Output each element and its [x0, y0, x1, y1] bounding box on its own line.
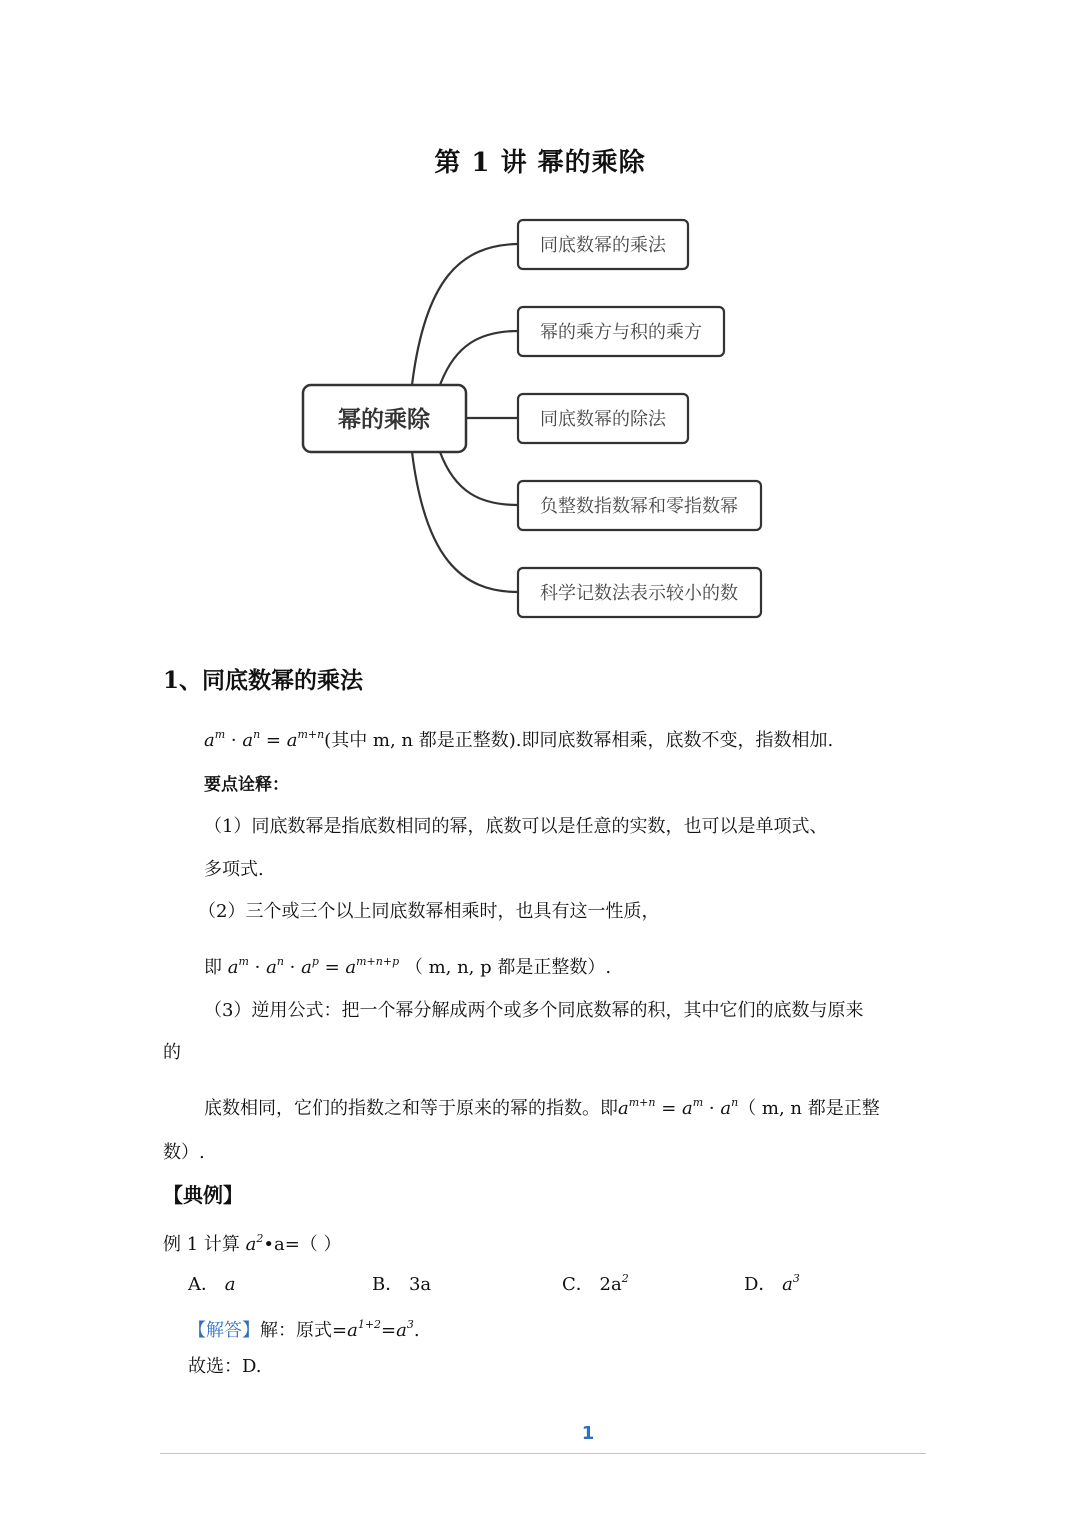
mind-map-node-label: 科学记数法表示较小的数	[540, 583, 738, 604]
point-2a: （2）三个或三个以上同底数幂相乘时，也具有这一性质，	[198, 901, 660, 922]
key-points-label: 要点诠释：	[204, 775, 289, 795]
answer-conclusion: 故选：D.	[188, 1356, 262, 1377]
branch-connector-4	[440, 452, 518, 505]
branch-connector-5	[412, 452, 518, 592]
option-a[interactable]: A． a	[188, 1274, 236, 1295]
mind-map-node-label: 同底数幂的除法	[540, 409, 666, 430]
option-d[interactable]: D． $a^3$	[744, 1272, 800, 1295]
mind-map	[0, 0, 1080, 640]
point-2b-formula: 即 $a^m \cdot a^n \cdot a^p = a^{m+n+p}$ （ m, n, p 都是正整数）.	[204, 955, 612, 978]
point-3a: （3）逆用公式：把一个幂分解成两个或多个同底数幂的积，其中它们的底数与原来	[204, 1000, 864, 1021]
footer-divider	[160, 1453, 926, 1454]
option-b[interactable]: B． 3a	[372, 1274, 432, 1295]
point-1a: （1）同底数幂是指底数相同的幂，底数可以是任意的实数，也可以是单项式、	[204, 816, 828, 837]
point-1b: 多项式.	[204, 859, 264, 880]
mind-map-node-label: 同底数幂的乘法	[540, 235, 666, 256]
example-question: 例 1 计算 $a^2•a=$（ ）	[163, 1232, 342, 1255]
page-title: 第 1 讲 幂的乘除	[434, 148, 646, 178]
mind-map-center-label: 幂的乘除	[338, 407, 430, 433]
point-3c-formula: 底数相同，它们的指数之和等于原来的幂的指数。即$a^{m+n} = a^m \cdot a^n$（ m, n 都是正整	[204, 1096, 880, 1119]
point-3b: 的	[163, 1042, 181, 1063]
formula-line: $a^m \cdot a^n = a^{m+n}$(其中 m, n 都是正整数).即同底数幂相乘，底数不变，指数相加.	[204, 728, 834, 751]
section-heading: 1、同底数幂的乘法	[163, 667, 364, 694]
mind-map-node-label: 负整数指数幂和零指数幂	[540, 496, 738, 517]
example-label: 【典例】	[163, 1183, 243, 1207]
mind-map-node-label: 幂的乘方与积的乘方	[540, 322, 702, 343]
point-3d: 数）.	[163, 1142, 205, 1163]
option-c[interactable]: C． $2a^2$	[562, 1272, 629, 1295]
answer-line: 【解答】解：原式$=a^{1+2}=a^3$.	[188, 1318, 420, 1341]
branch-connector-1	[412, 244, 518, 385]
branch-connector-2	[440, 331, 518, 385]
page-number: 1	[581, 1423, 595, 1444]
answer-label: 【解答】	[188, 1320, 260, 1341]
